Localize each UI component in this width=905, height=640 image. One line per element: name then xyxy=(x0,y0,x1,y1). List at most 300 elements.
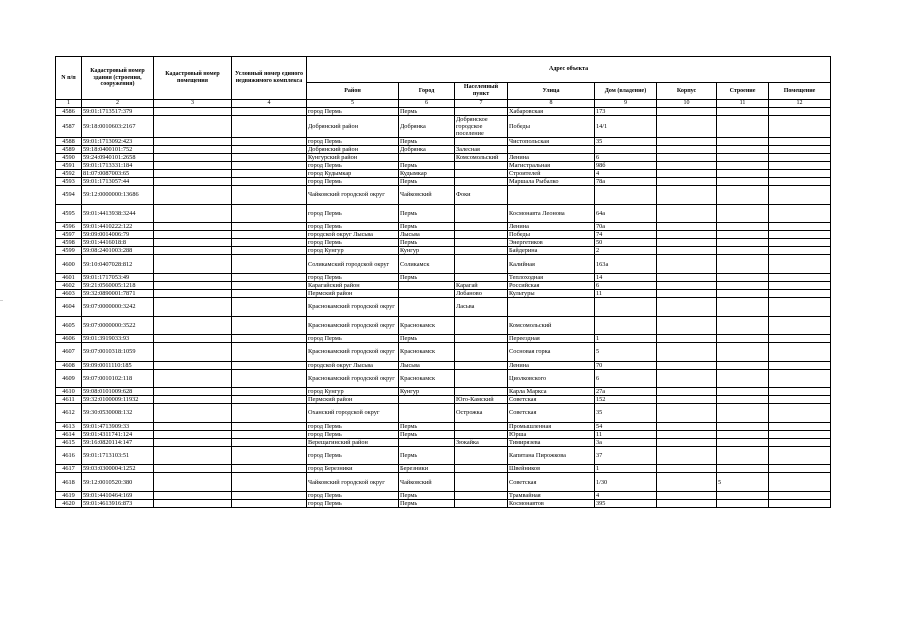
conditional-number-cell xyxy=(232,343,307,362)
structure-cell xyxy=(717,145,769,153)
structure-cell xyxy=(717,298,769,317)
building-cell xyxy=(657,255,717,274)
structure-cell xyxy=(717,154,769,162)
house-cell: 54 xyxy=(595,422,657,430)
table-row xyxy=(56,446,831,465)
house-cell: 35 xyxy=(595,404,657,423)
row-index: 4611 xyxy=(56,396,82,404)
house-cell: 152 xyxy=(595,396,657,404)
settlement-cell xyxy=(455,162,508,170)
premises-number-cell xyxy=(154,107,232,115)
row-index: 4599 xyxy=(56,247,82,255)
street-cell: Советская xyxy=(508,396,595,404)
premises-cell xyxy=(769,137,831,145)
district-cell: город Пермь xyxy=(307,335,399,343)
header-index: N п/п xyxy=(56,57,82,100)
row-index: 4603 xyxy=(56,289,82,297)
city-cell: Добрянка xyxy=(399,145,455,153)
column-number: 5 xyxy=(307,100,399,108)
premises-cell xyxy=(769,465,831,473)
district-cell: Краснокамский городской округ xyxy=(307,369,399,388)
district-cell: городской округ Лысьва xyxy=(307,231,399,239)
premises-cell xyxy=(769,438,831,446)
premises-number-cell xyxy=(154,473,232,492)
building-cell xyxy=(657,154,717,162)
house-cell: 98б xyxy=(595,162,657,170)
house-cell: 74 xyxy=(595,231,657,239)
header-address-group: Адрес объекта xyxy=(307,57,831,83)
conditional-number-cell xyxy=(232,231,307,239)
row-index: 4616 xyxy=(56,446,82,465)
conditional-number-cell xyxy=(232,223,307,231)
structure-cell xyxy=(717,281,769,289)
premises-number-cell xyxy=(154,145,232,153)
structure-cell xyxy=(717,499,769,507)
table-row xyxy=(56,281,831,289)
street-cell: Капитана Пирожкова xyxy=(508,446,595,465)
house-cell: 11 xyxy=(595,289,657,297)
conditional-number-cell xyxy=(232,316,307,335)
premises-cell xyxy=(769,255,831,274)
house-cell: 35 xyxy=(595,137,657,145)
street-cell: Сосновая горка xyxy=(508,343,595,362)
district-cell: Краснокамский городской округ xyxy=(307,343,399,362)
district-cell: Верещагинский район xyxy=(307,438,399,446)
city-cell: Краснокамск xyxy=(399,316,455,335)
table-row xyxy=(56,247,831,255)
structure-cell xyxy=(717,107,769,115)
cadastral-number-cell: 59:24:0940101:2658 xyxy=(82,154,154,162)
conditional-number-cell xyxy=(232,438,307,446)
premises-cell xyxy=(769,204,831,223)
premises-number-cell xyxy=(154,115,232,137)
city-cell: Пермь xyxy=(399,178,455,186)
district-cell: город Пермь xyxy=(307,446,399,465)
street-cell: Трамвайная xyxy=(508,491,595,499)
house-cell: 1 xyxy=(595,465,657,473)
cadastral-number-cell: 59:18:0010603:2167 xyxy=(82,115,154,137)
street-cell: Промышленная xyxy=(508,422,595,430)
city-cell: Пермь xyxy=(399,239,455,247)
header-city: Город xyxy=(399,83,455,100)
header-settlement: Населенный пункт xyxy=(455,83,508,100)
city-cell: Лысьва xyxy=(399,361,455,369)
cadastral-number-cell: 59:08:2401003:288 xyxy=(82,247,154,255)
conditional-number-cell xyxy=(232,145,307,153)
cadastral-number-cell: 59:21:0560005:1218 xyxy=(82,281,154,289)
row-index: 4617 xyxy=(56,465,82,473)
premises-number-cell xyxy=(154,178,232,186)
settlement-cell: Лобаново xyxy=(455,289,508,297)
city-cell: Пермь xyxy=(399,335,455,343)
table-row xyxy=(56,255,831,274)
street-cell: Переездная xyxy=(508,335,595,343)
premises-cell xyxy=(769,115,831,137)
row-index: 4593 xyxy=(56,178,82,186)
settlement-cell: Ласьва xyxy=(455,298,508,317)
city-cell: Пермь xyxy=(399,107,455,115)
table-row xyxy=(56,137,831,145)
city-cell xyxy=(399,289,455,297)
building-cell xyxy=(657,170,717,178)
street-cell xyxy=(508,145,595,153)
cadastral-number-cell: 59:01:4416018:8 xyxy=(82,239,154,247)
table-body xyxy=(56,107,831,507)
settlement-cell: Фоки xyxy=(455,186,508,205)
structure-cell xyxy=(717,178,769,186)
structure-cell xyxy=(717,491,769,499)
district-cell: Кунгурский район xyxy=(307,154,399,162)
cadastral-number-cell: 59:07:0000000:3242 xyxy=(82,298,154,317)
conditional-number-cell xyxy=(232,137,307,145)
settlement-cell xyxy=(455,204,508,223)
cadastral-number-cell: 59:08:0101009:628 xyxy=(82,388,154,396)
district-cell: Оханский городской округ xyxy=(307,404,399,423)
district-cell: Краснокамский городской округ xyxy=(307,316,399,335)
table-row xyxy=(56,204,831,223)
header-structure: Строение xyxy=(717,83,769,100)
district-cell: Чайковский городской округ xyxy=(307,473,399,492)
premises-number-cell xyxy=(154,239,232,247)
premises-number-cell xyxy=(154,289,232,297)
structure-cell xyxy=(717,137,769,145)
table-header xyxy=(56,57,831,108)
premises-cell xyxy=(769,239,831,247)
building-cell xyxy=(657,422,717,430)
district-cell: Соликамский городской округ xyxy=(307,255,399,274)
street-cell xyxy=(508,298,595,317)
premises-number-cell xyxy=(154,316,232,335)
row-index: 4600 xyxy=(56,255,82,274)
cadastral-number-cell: 59:01:1717053:49 xyxy=(82,273,154,281)
settlement-cell xyxy=(455,369,508,388)
structure-cell xyxy=(717,396,769,404)
conditional-number-cell xyxy=(232,154,307,162)
table-row xyxy=(56,154,831,162)
structure-cell xyxy=(717,422,769,430)
structure-cell xyxy=(717,404,769,423)
row-index: 4587 xyxy=(56,115,82,137)
row-index: 4594 xyxy=(56,186,82,205)
column-number: 11 xyxy=(717,100,769,108)
building-cell xyxy=(657,137,717,145)
house-cell: 1/30 xyxy=(595,473,657,492)
district-cell: город Пермь xyxy=(307,430,399,438)
premises-cell xyxy=(769,223,831,231)
conditional-number-cell xyxy=(232,499,307,507)
cadastral-number-cell: 59:01:3919033:93 xyxy=(82,335,154,343)
premises-number-cell xyxy=(154,137,232,145)
premises-number-cell xyxy=(154,298,232,317)
building-cell xyxy=(657,281,717,289)
table-row xyxy=(56,473,831,492)
row-index: 4605 xyxy=(56,316,82,335)
building-cell xyxy=(657,404,717,423)
header-premises: Помещение xyxy=(769,83,831,100)
cadastral-number-cell: 59:01:4311741:124 xyxy=(82,430,154,438)
city-cell: Пермь xyxy=(399,137,455,145)
conditional-number-cell xyxy=(232,170,307,178)
conditional-number-cell xyxy=(232,107,307,115)
district-cell: Карагайский район xyxy=(307,281,399,289)
settlement-cell: Залесная xyxy=(455,145,508,153)
table-row xyxy=(56,231,831,239)
city-cell: Добрянка xyxy=(399,115,455,137)
structure-cell xyxy=(717,162,769,170)
street-cell: Строителей xyxy=(508,170,595,178)
premises-cell xyxy=(769,247,831,255)
premises-cell xyxy=(769,289,831,297)
settlement-cell xyxy=(455,473,508,492)
premises-cell xyxy=(769,154,831,162)
table-row xyxy=(56,145,831,153)
premises-cell xyxy=(769,316,831,335)
row-index: 4608 xyxy=(56,361,82,369)
cadastral-number-cell: 59:01:1713092:423 xyxy=(82,137,154,145)
structure-cell xyxy=(717,239,769,247)
house-cell: 6 xyxy=(595,369,657,388)
building-cell xyxy=(657,430,717,438)
table-row xyxy=(56,273,831,281)
row-index: 4615 xyxy=(56,438,82,446)
building-cell xyxy=(657,273,717,281)
district-cell: Добрянский район xyxy=(307,145,399,153)
city-cell: Кунгур xyxy=(399,388,455,396)
premises-cell xyxy=(769,298,831,317)
header-district: Район xyxy=(307,83,399,100)
building-cell xyxy=(657,388,717,396)
premises-number-cell xyxy=(154,162,232,170)
building-cell xyxy=(657,473,717,492)
settlement-cell xyxy=(455,465,508,473)
row-index: 4596 xyxy=(56,223,82,231)
premises-number-cell xyxy=(154,396,232,404)
settlement-cell xyxy=(455,273,508,281)
conditional-number-cell xyxy=(232,289,307,297)
district-cell: город Пермь xyxy=(307,223,399,231)
table-row xyxy=(56,361,831,369)
table-row xyxy=(56,239,831,247)
table-row xyxy=(56,289,831,297)
column-number-row xyxy=(56,100,831,108)
table-row xyxy=(56,438,831,446)
conditional-number-cell xyxy=(232,273,307,281)
row-index: 4589 xyxy=(56,145,82,153)
city-cell: Краснокамск xyxy=(399,343,455,362)
city-cell: Кудымкар xyxy=(399,170,455,178)
cadastral-number-cell: 59:12:0010520:380 xyxy=(82,473,154,492)
table-row xyxy=(56,170,831,178)
street-cell: Маршала Рыбалко xyxy=(508,178,595,186)
row-index: 4618 xyxy=(56,473,82,492)
structure-cell xyxy=(717,186,769,205)
district-cell: Чайковский городской округ xyxy=(307,186,399,205)
premises-cell xyxy=(769,396,831,404)
city-cell: Березники xyxy=(399,465,455,473)
district-cell: город Пермь xyxy=(307,137,399,145)
building-cell xyxy=(657,298,717,317)
settlement-cell xyxy=(455,361,508,369)
city-cell xyxy=(399,396,455,404)
conditional-number-cell xyxy=(232,361,307,369)
registry-sheet xyxy=(55,56,831,508)
district-cell: город Пермь xyxy=(307,422,399,430)
street-cell: Культуры xyxy=(508,289,595,297)
street-cell: Тимирязева xyxy=(508,438,595,446)
structure-cell xyxy=(717,115,769,137)
column-number: 7 xyxy=(455,100,508,108)
premises-cell xyxy=(769,491,831,499)
street-cell: Космонавта Леонова xyxy=(508,204,595,223)
header-cadastral-premises: Кадастровый номер помещения xyxy=(154,57,232,100)
row-index: 4588 xyxy=(56,137,82,145)
structure-cell xyxy=(717,316,769,335)
building-cell xyxy=(657,231,717,239)
building-cell xyxy=(657,186,717,205)
premises-cell xyxy=(769,186,831,205)
district-cell: Краснокамский городской округ xyxy=(307,298,399,317)
street-cell: Победы xyxy=(508,231,595,239)
structure-cell xyxy=(717,289,769,297)
premises-cell xyxy=(769,361,831,369)
conditional-number-cell xyxy=(232,465,307,473)
structure-cell xyxy=(717,255,769,274)
premises-number-cell xyxy=(154,388,232,396)
cadastral-number-cell: 59:01:1713057:44 xyxy=(82,178,154,186)
building-cell xyxy=(657,343,717,362)
conditional-number-cell xyxy=(232,162,307,170)
table-row xyxy=(56,186,831,205)
street-cell: Ленина xyxy=(508,154,595,162)
conditional-number-cell xyxy=(232,491,307,499)
premises-number-cell xyxy=(154,369,232,388)
conditional-number-cell xyxy=(232,281,307,289)
cadastral-number-cell: 59:01:4410464:169 xyxy=(82,491,154,499)
structure-cell: 5 xyxy=(717,473,769,492)
cadastral-number-cell: 59:01:1713331:184 xyxy=(82,162,154,170)
settlement-cell xyxy=(455,430,508,438)
settlement-cell xyxy=(455,170,508,178)
row-index: 4612 xyxy=(56,404,82,423)
building-cell xyxy=(657,438,717,446)
premises-cell xyxy=(769,404,831,423)
street-cell: Космонавтов xyxy=(508,499,595,507)
house-cell: 4 xyxy=(595,491,657,499)
column-number: 6 xyxy=(399,100,455,108)
settlement-cell xyxy=(455,499,508,507)
city-cell: Пермь xyxy=(399,273,455,281)
table-row xyxy=(56,465,831,473)
column-number: 2 xyxy=(82,100,154,108)
structure-cell xyxy=(717,465,769,473)
cadastral-number-cell: 81:07:0087003:65 xyxy=(82,170,154,178)
city-cell: Краснокамск xyxy=(399,369,455,388)
premises-number-cell xyxy=(154,204,232,223)
city-cell: Пермь xyxy=(399,204,455,223)
premises-number-cell xyxy=(154,154,232,162)
premises-cell xyxy=(769,162,831,170)
conditional-number-cell xyxy=(232,404,307,423)
table-row xyxy=(56,335,831,343)
premises-number-cell xyxy=(154,247,232,255)
building-cell xyxy=(657,361,717,369)
settlement-cell xyxy=(455,255,508,274)
row-index: 4590 xyxy=(56,154,82,162)
city-cell: Чайковский xyxy=(399,186,455,205)
column-number: 1 xyxy=(56,100,82,108)
table-row xyxy=(56,178,831,186)
settlement-cell xyxy=(455,446,508,465)
district-cell: город Пермь xyxy=(307,107,399,115)
scan-edge-mark xyxy=(0,300,3,301)
city-cell xyxy=(399,298,455,317)
street-cell: Теплоходная xyxy=(508,273,595,281)
settlement-cell: Зюкайка xyxy=(455,438,508,446)
house-cell: 37 xyxy=(595,446,657,465)
table-row xyxy=(56,422,831,430)
building-cell xyxy=(657,239,717,247)
structure-cell xyxy=(717,446,769,465)
settlement-cell xyxy=(455,422,508,430)
table-row xyxy=(56,369,831,388)
premises-cell xyxy=(769,473,831,492)
premises-number-cell xyxy=(154,223,232,231)
city-cell: Соликамск xyxy=(399,255,455,274)
structure-cell xyxy=(717,247,769,255)
table-row xyxy=(56,316,831,335)
settlement-cell xyxy=(455,137,508,145)
table-row xyxy=(56,223,831,231)
row-index: 4614 xyxy=(56,430,82,438)
house-cell: 27а xyxy=(595,388,657,396)
settlement-cell xyxy=(455,231,508,239)
column-number: 9 xyxy=(595,100,657,108)
district-cell: город Пермь xyxy=(307,204,399,223)
table-row xyxy=(56,396,831,404)
settlement-cell xyxy=(455,107,508,115)
city-cell: Кунгур xyxy=(399,247,455,255)
row-index: 4591 xyxy=(56,162,82,170)
header-conditional-number: Условный номер единого недвижимого комплекса xyxy=(232,57,307,100)
building-cell xyxy=(657,396,717,404)
table-row xyxy=(56,430,831,438)
row-index: 4620 xyxy=(56,499,82,507)
city-cell xyxy=(399,281,455,289)
column-number: 4 xyxy=(232,100,307,108)
table-row xyxy=(56,499,831,507)
conditional-number-cell xyxy=(232,473,307,492)
cadastral-number-cell: 59:01:1713103:51 xyxy=(82,446,154,465)
structure-cell xyxy=(717,335,769,343)
city-cell: Пермь xyxy=(399,491,455,499)
row-index: 4586 xyxy=(56,107,82,115)
property-registry-table xyxy=(55,56,831,508)
house-cell: 5 xyxy=(595,343,657,362)
city-cell xyxy=(399,154,455,162)
settlement-cell xyxy=(455,335,508,343)
settlement-cell: Добрянское городское поселение xyxy=(455,115,508,137)
house-cell: 14/1 xyxy=(595,115,657,137)
conditional-number-cell xyxy=(232,396,307,404)
structure-cell xyxy=(717,170,769,178)
building-cell xyxy=(657,145,717,153)
premises-number-cell xyxy=(154,404,232,423)
structure-cell xyxy=(717,369,769,388)
building-cell xyxy=(657,446,717,465)
premises-number-cell xyxy=(154,273,232,281)
settlement-cell: Острожка xyxy=(455,404,508,423)
premises-cell xyxy=(769,388,831,396)
